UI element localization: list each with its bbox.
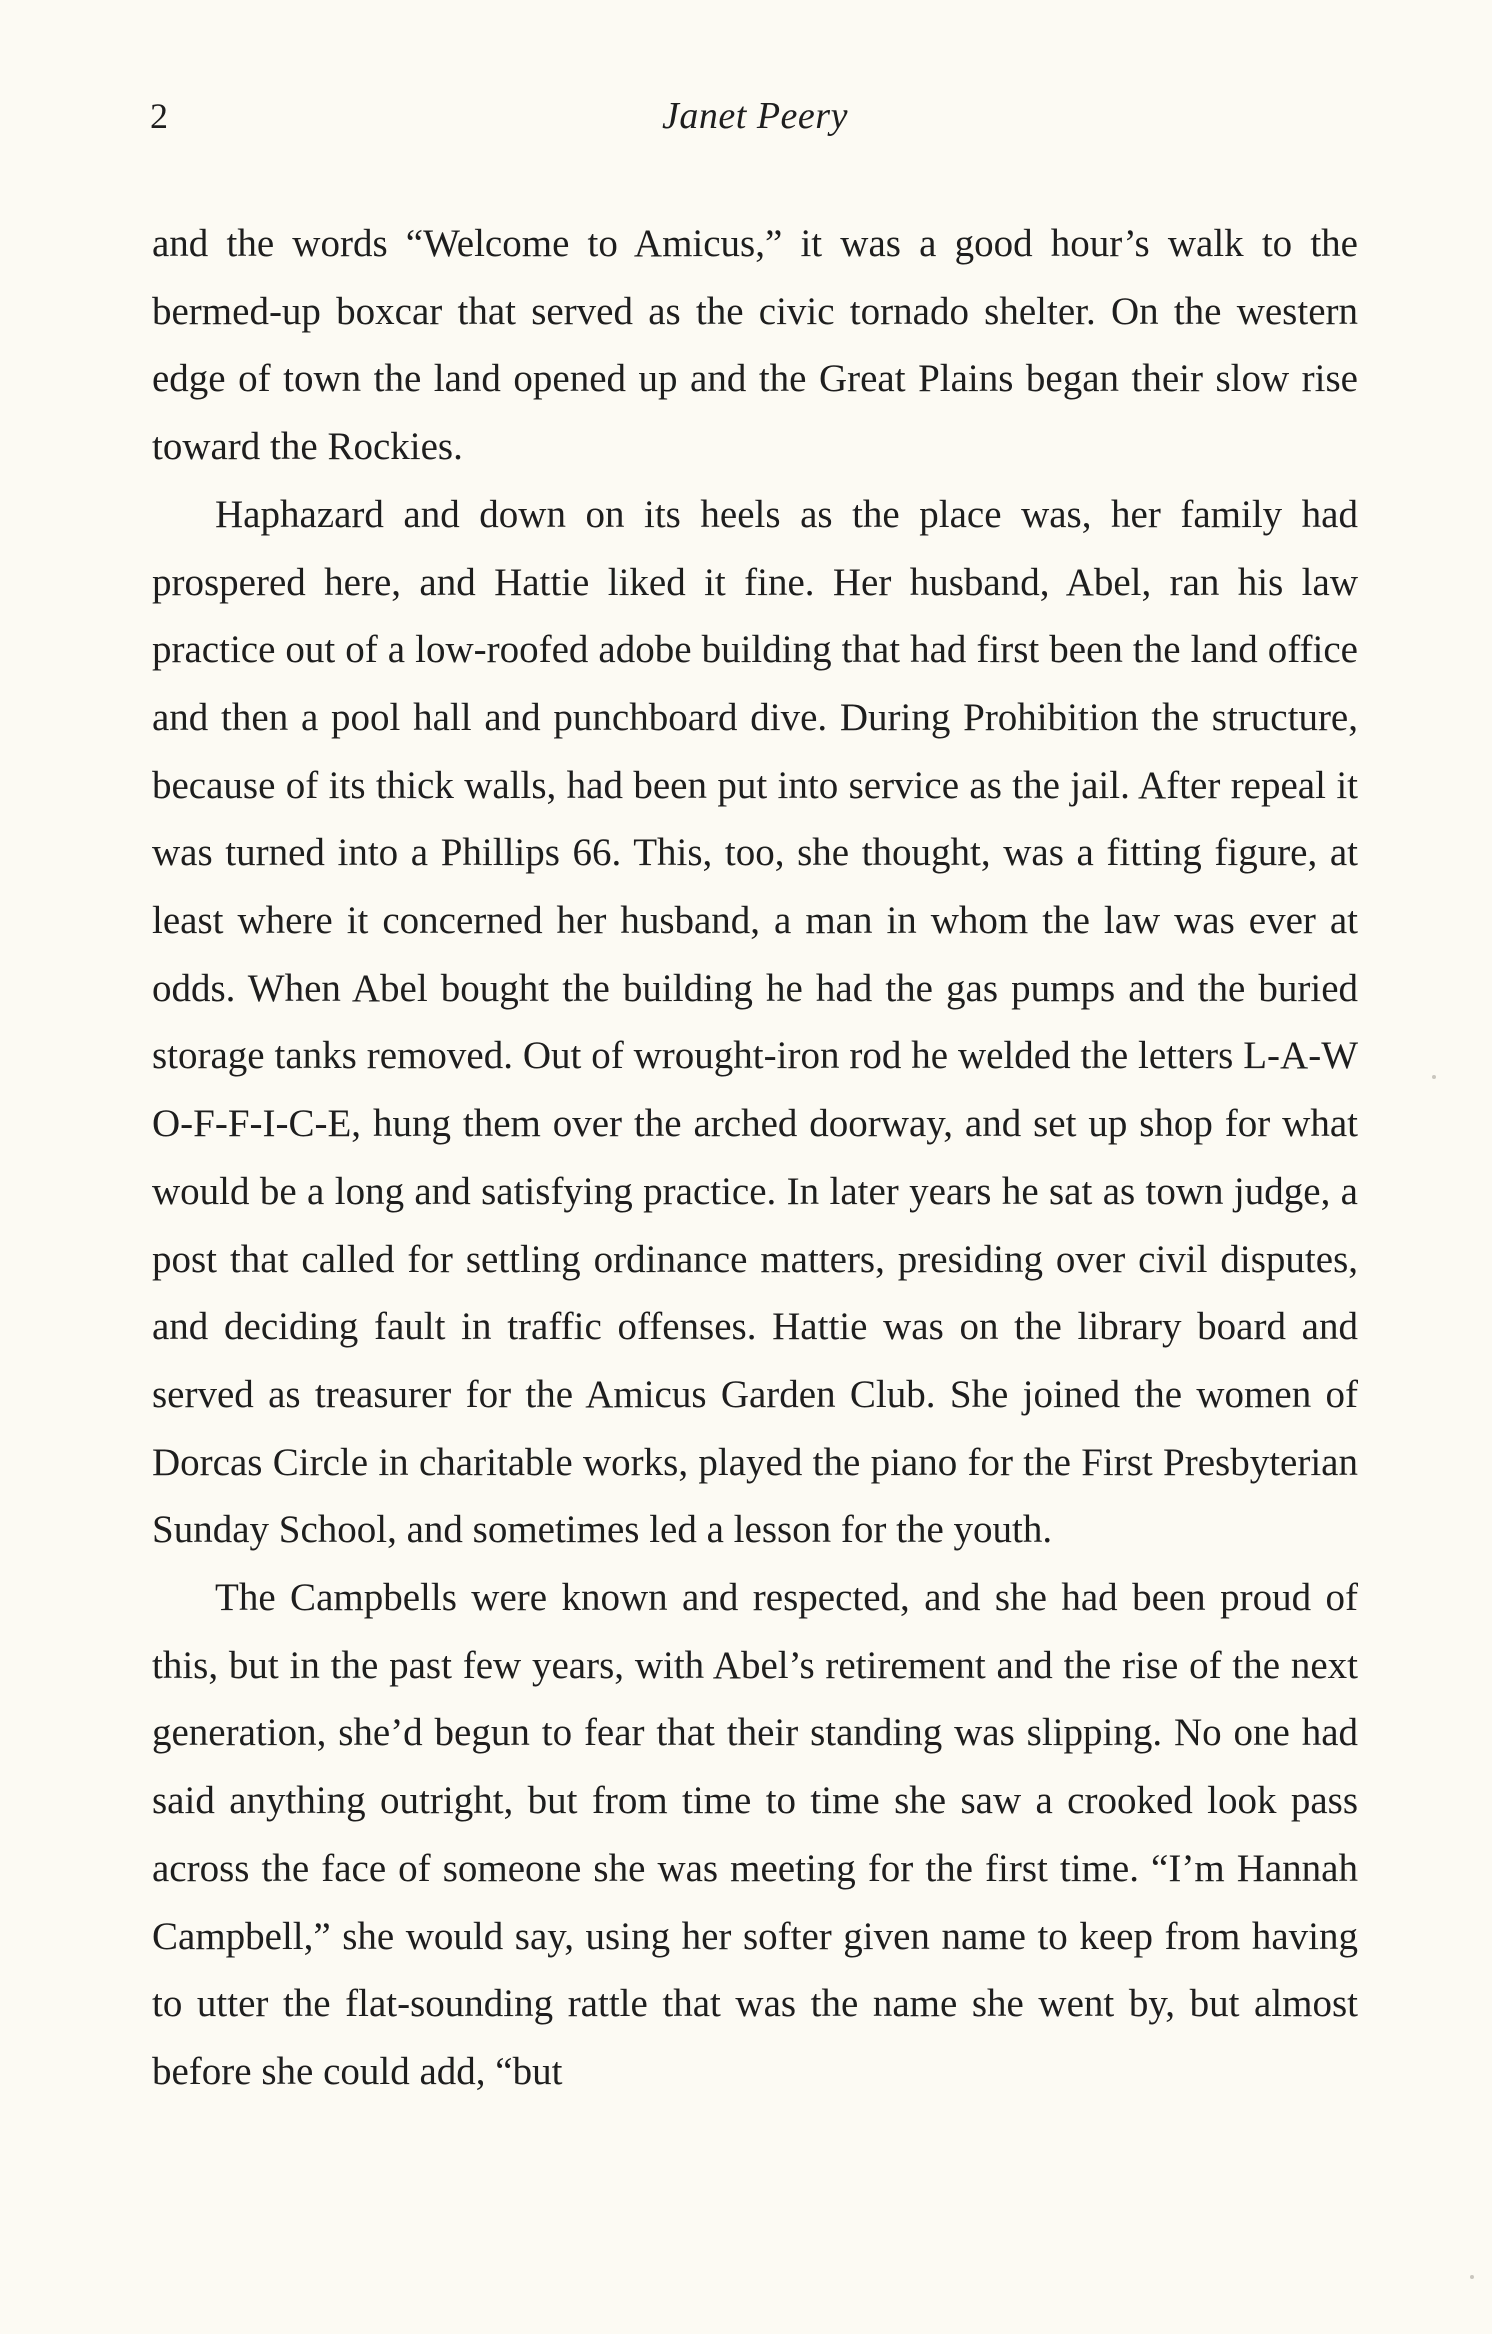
body-text	[152, 210, 1358, 2106]
page-header	[150, 92, 1360, 142]
running-head-author: Janet Peery	[662, 95, 848, 137]
paper-speck	[1470, 2275, 1474, 2279]
paragraph-continued: and the words “Welcome to Amicus,” it was a good hour’s walk to the bermed-up boxcar that served as the civic tornado shelter. On the western edge of town the land opened up and the Great Plains began their slow rise toward the Rockies.	[152, 222, 1358, 469]
page-number: 2	[150, 96, 168, 136]
paragraph-campbells: The Campbells were known and respected, and she had been proud of this, but in the past few years, with Abel’s retirement and the rise of the next generation, she’d begun to fear that their standing was slipping. No one had said anything outright, but from time to time she saw a crooked look pass across the face of someone she was meeting for the first time. “I’m Hannah Campbell,” she would say, using her softer given name to keep from having to utter the flat-sounding rattle that was the name she went by, but almost before she could add, “but	[152, 1576, 1358, 2093]
paper-speck	[1432, 1075, 1436, 1079]
paragraph-law-office: Haphazard and down on its heels as the place was, her family had prospered here, and Hattie liked it fine. Her husband, Abel, ran his law practice out of a low-roofed adobe building that had first been the land office and then a pool hall and punchboard dive. During Prohibition the structure, because of its thick walls, had been put into service as the jail. After repeal it was turned into a Phillips 66. This, too, she thought, was a fitting figure, at least where it concerned her husband, a man in whom the law was ever at odds. When Abel bought the building he had the gas pumps and the buried storage tanks removed. Out of wrought-iron rod he welded the letters L-A-W O-F-F-I-C-E, hung them over the arched doorway, and set up shop for what would be a long and satisfying practice. In later years he sat as town judge, a post that called for settling ordinance matters, presiding over civil disputes, and deciding fault in traffic offenses. Hattie was on the library board and served as treasurer for the Amicus Garden Club. She joined the women of Dorcas Circle in charitable works, played the piano for the First Presbyterian Sunday School, and sometimes led a lesson for the youth.	[152, 492, 1358, 1552]
